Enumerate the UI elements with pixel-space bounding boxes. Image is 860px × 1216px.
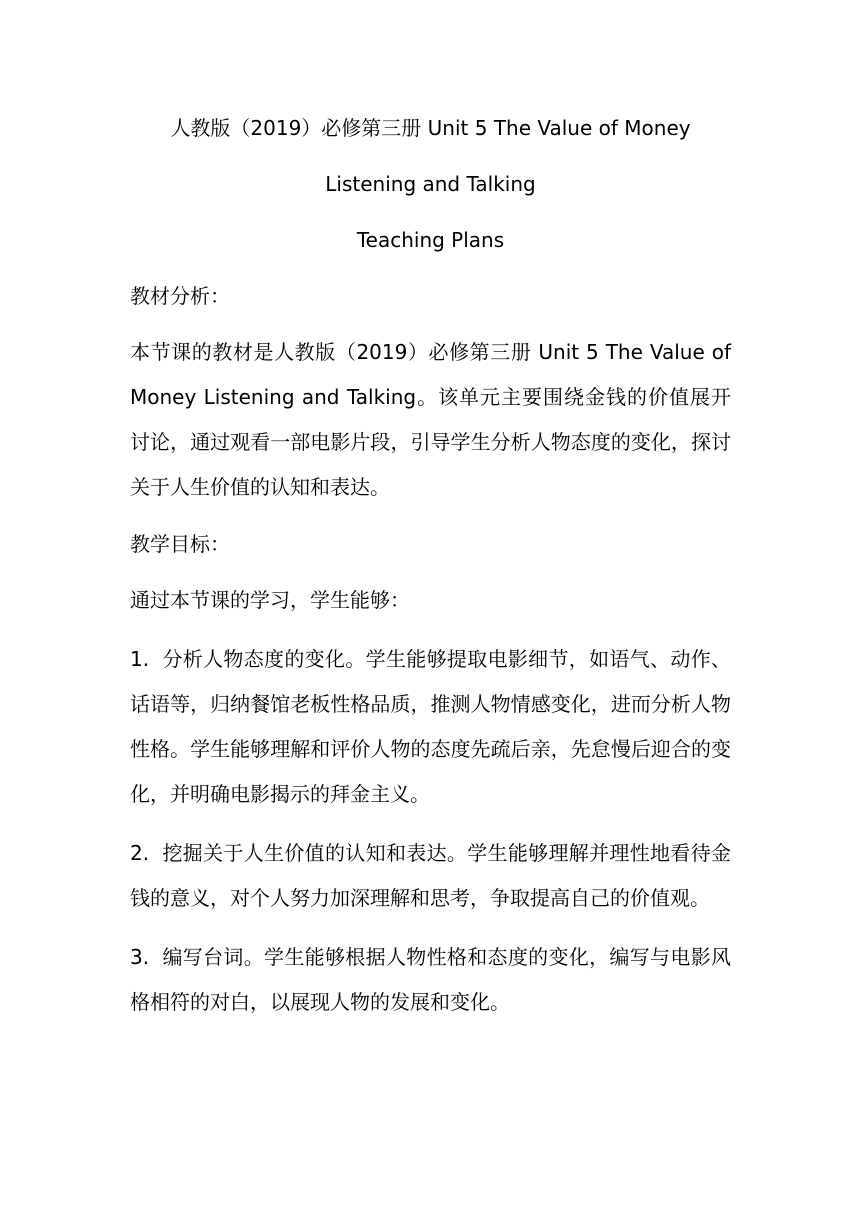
document-body <box>130 108 731 1039</box>
document-title: 人教版（2019）必修第三册 Unit 5 The Value of Money <box>170 116 691 140</box>
objective-number: 2. <box>130 841 150 865</box>
objective-text: 分析人物态度的变化。学生能够提取电影细节，如语气、动作、话语等，归纳餐馆老板性格品质，推测人物情感变化，进而分析人物性格。学生能够理解和评价人物的态度先疏后亲，先怠慢后迎合的变化，并明确电影揭示的拜金主义。 <box>130 647 732 806</box>
objective-item <box>130 935 731 1025</box>
objective-text: 挖掘关于人生价值的认知和表达。学生能够理解并理性地看待金钱的意义，对个人努力加深理解和思考，争取提高自己的价值观。 <box>130 841 732 910</box>
section-heading-material-analysis: 教材分析： <box>130 284 230 308</box>
objective-text: 编写台词。学生能够根据人物性格和态度的变化，编写与电影风格相符的对白，以展现人物的发展和变化。 <box>130 945 732 1014</box>
document-plan-label: Teaching Plans <box>356 228 505 252</box>
material-analysis-paragraph: 本节课的教材是人教版（2019）必修第三册 Unit 5 The Value of Money Listening and Talking。该单元主要围绕金钱的价值展开讨论，通过观看一部电影片段，引导学生分析人物态度的变化，探讨关于人生价值的认知和表达。 <box>130 340 731 499</box>
objective-item <box>130 637 731 817</box>
objective-number: 1. <box>130 647 150 671</box>
section-heading-teaching-objectives: 教学目标： <box>130 532 230 556</box>
objectives-intro: 通过本节课的学习，学生能够： <box>130 588 410 612</box>
document-subtitle: Listening and Talking <box>325 172 536 196</box>
objective-number: 3. <box>130 945 150 969</box>
objective-item <box>130 831 731 921</box>
